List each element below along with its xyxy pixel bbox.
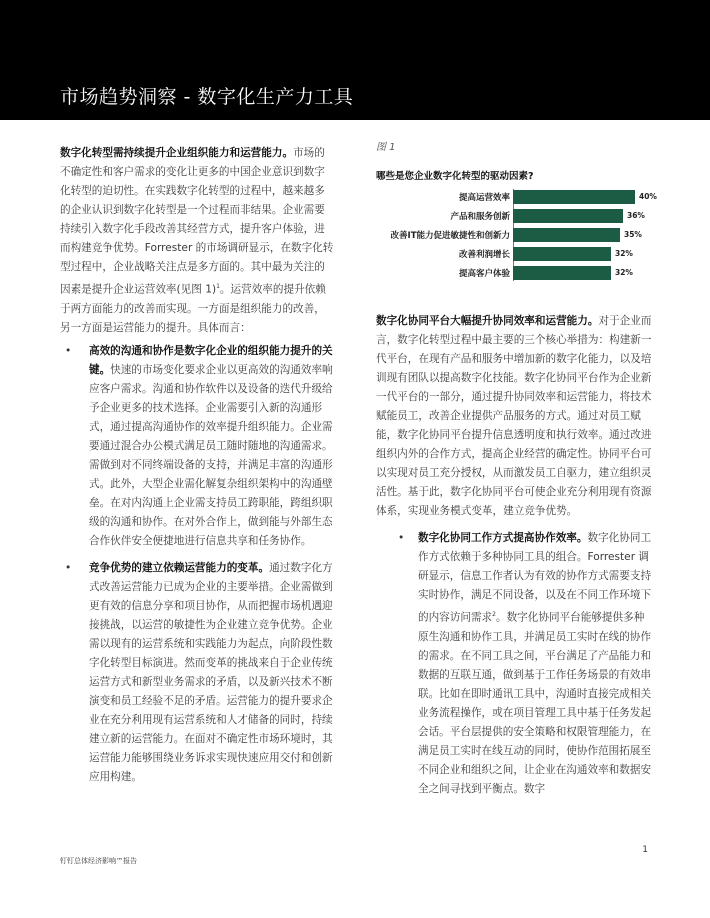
page-header (0, 0, 710, 120)
bullet-text: 通过数字化方式改善运营能力已成为企业的主要举措。企业需做到更有效的信息分享和项目协作，从而把握市场机遇迎接挑战，以运营的敏捷性为企业建立竞争优势。企业需以现有的运营系统和实践能力为起点，向阶段性数字化转型目标演进。然而变革的挑战来自于企业传统运营方式和新型业务需求的矛盾，以及新兴技术不断演变和员工经验不足的矛盾。运营能力的提升要求企业在充分利用现有运营系统和人才储备的同时，持续建立新的运营能力。在面对不确定性市场环境时，其运营能力能够围绕业务诉求实现快速应用交付和创新应用构建。 (89, 561, 333, 783)
bullet-text: 快速的市场变化要求企业以更高效的沟通效率响应客户需求。沟通和协作软件以及设备的迭代升级给予企业更多的技术选择。企业需要引入新的沟通形式，通过提高沟通协作的效率提升组织能力。企业需要通过混合办公模式满足员工随时随地的沟通需求。需做到对不同终端设备的支持，并满足丰富的沟通形式。此外，大型企业需化解复杂组织架构中的沟通壁垒。在对内沟通上企业需支持员工跨职能，跨组织职级的沟通和协作。在对外合作上，做到能与外部生态合作伙伴安全便捷地进行信息共享和任务协作。 (89, 363, 333, 547)
list-item (60, 559, 334, 787)
bar-value-label: 40% (639, 192, 657, 201)
bar (513, 190, 635, 204)
bar (513, 247, 611, 261)
bar-chart (376, 185, 666, 285)
bar-value-label: 32% (615, 268, 633, 277)
chart-title: 哪些是您企业数字化转型的驱动因素? (376, 171, 534, 182)
bar-category-label: 改善利润增长 (458, 250, 510, 260)
left-intro-bold: 数字化转型需持续提升企业组织能力和运营能力。 (60, 147, 294, 159)
page-number: 1 (642, 845, 648, 855)
left-intro-paragraph (60, 144, 334, 338)
footnote-ref-2: 2 (492, 611, 496, 618)
right-intro-paragraph (376, 312, 652, 521)
bullet-bold: 竞争优势的建立依赖运营能力的变革。 (89, 561, 270, 574)
bar-row (376, 208, 666, 224)
bar-category-label: 提高客户体验 (458, 269, 510, 279)
bar-category-label: 产品和服务创新 (450, 212, 510, 222)
bar (513, 209, 623, 223)
bar-value-label: 36% (627, 211, 645, 220)
left-intro-tail: 。运营效率的提升依赖于两方面能力的改善而实现。一方面是组织能力的改善，另一方面是运营能力的提升。具体而言： (60, 283, 326, 334)
bar-value-label: 32% (615, 249, 633, 258)
bar (513, 266, 611, 280)
left-column (60, 144, 334, 787)
bullet-text: 数字化协同工作方式依赖于多种协同工具的组合。Forrester 调研显示，信息工作者认为有效的协作方式需要支持实时协作，满足不同设备，以及在不同工作环境下的内容访问需求 (418, 532, 652, 624)
footer-text: 钉钉总体经济影响™报告 (60, 857, 137, 865)
left-intro-text: 市场的不确定性和客户需求的变化让更多的中国企业意识到数字化转型的迫切性。在实践数字化转型的过程中，越来越多的企业认识到数字化转型是一个过程而非结果。企业需要持续引入数字化手段改善其经营方式，提升客户体验，进而构建竞争优势。Forrester 的市场调研显示，在数字化转型过程中，企业战略关注点是多方面的。其中最为关注的因素是提升企业运营效率(见图 1) (60, 147, 334, 296)
bar-row (376, 189, 666, 205)
bar-category-label: 改善IT能力促进敏捷性和创新力 (390, 231, 510, 241)
bar-row (376, 265, 666, 281)
right-intro-text: 对于企业而言，数字化转型过程中最主要的三个核心举措为：构建新一代平台，在现有产品和服务中增加新的数字化能力，以及培训现有团队以提高数字化技能。数字化协同平台作为企业新一代平台的一部分，通过提升协同效率和运营能力，将技术赋能员工，改善企业提供产品服务的方式。通过对员工赋能，数字化协同平台提升信息透明度和执行效率。通过改进组织内外的合作方式，提高企业经营的确定性。协同平台可以实现对员工充分授权，从而激发员工自驱力，建立组织灵活性。基于此，数字化协同平台可使企业充分利用现有资源体系，实现业务模式变革，建立竞争优势。 (376, 315, 652, 517)
bullet-bold: 高效的沟通和协作是数字化企业的组织能力提升的关键。 (89, 344, 333, 376)
page-title: 市场趋势洞察 - 数字化生产力工具 (60, 86, 354, 108)
list-item (60, 342, 334, 551)
bullet-tail: 。数字化协同平台能够提供多种原生沟通和协作工具，并满足员工实时在线的协作的需求。在不同工具之间，平台满足了产品能力和数据的互联互通，做到基于工作任务场景的有效串联。比如在即时通讯工具中，沟通时直接完成相关业务流程操作，或在项目管理工具中基于任务发起会话。平台层提供的安全策略和权限管理能力，在满足员工实时在线互动的同时，使协作范围拓展至不同企业和组织之间，让企业在沟通效率和数据安全之间寻找到平衡点。数字 (418, 611, 652, 795)
bar-category-label: 提高运营效率 (458, 193, 510, 203)
figure-label: 图 1 (376, 142, 396, 153)
list-item (376, 529, 652, 799)
right-column (376, 312, 652, 799)
footnote-ref-1: 1 (216, 283, 220, 290)
bar-row (376, 227, 666, 243)
bar-value-label: 35% (624, 230, 642, 239)
bar-row (376, 246, 666, 262)
left-bullet-list (60, 342, 334, 787)
right-intro-bold: 数字化协同平台大幅提升协同效率和运营能力。 (376, 315, 599, 327)
bar (513, 228, 620, 242)
bullet-bold: 数字化协同工作方式提高协作效率。 (418, 532, 588, 544)
right-bullet-list (376, 529, 652, 799)
